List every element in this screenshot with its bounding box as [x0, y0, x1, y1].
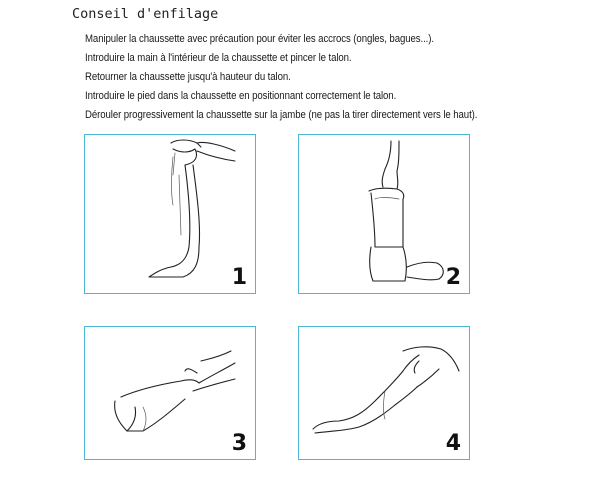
step-2-number: 2	[445, 265, 461, 290]
step-4-number: 4	[445, 431, 461, 456]
step-2-panel	[298, 134, 470, 294]
instruction-2: Introduire la main à l'intérieur de la chaussette et pincer le talon.	[85, 52, 352, 64]
step-4-panel	[298, 326, 470, 460]
instruction-3: Retourner la chaussette jusqu'à hauteur du talon.	[85, 71, 291, 83]
step-1-panel	[84, 134, 256, 294]
instructions-list	[85, 30, 498, 125]
page-title: Conseil d'enfilage	[72, 6, 219, 22]
instruction-1: Manipuler la chaussette avec précaution pour éviter les accrocs (ongles, bagues...).	[85, 33, 434, 45]
step-1-number: 1	[231, 265, 247, 290]
step-3-panel	[84, 326, 256, 460]
instruction-5: Dérouler progressivement la chaussette sur la jambe (ne pas la tirer directement vers le haut).	[85, 109, 478, 121]
step-3-number: 3	[231, 431, 247, 456]
instruction-4: Introduire le pied dans la chaussette en positionnant correctement le talon.	[85, 90, 397, 102]
